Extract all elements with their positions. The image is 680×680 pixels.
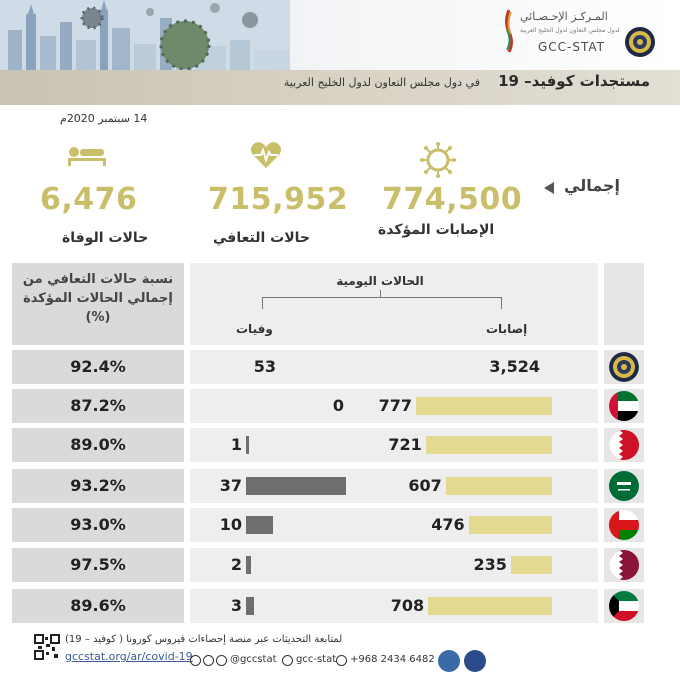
whatsapp-icon[interactable] [336, 655, 347, 666]
org-sub-ar: لدول مجلس التعاون لدول الخليج العربية [520, 27, 620, 34]
page-title: مستجدات كوفيد– 19 [498, 72, 650, 90]
instagram-handle[interactable]: @gccstat [230, 654, 277, 665]
total-deaths-value: 6,476 [40, 182, 138, 217]
flag-uae-icon [609, 391, 639, 421]
facebook-icon[interactable] [190, 655, 201, 666]
daily-cases-value: 3,524 [489, 357, 540, 376]
daily-cases-value: 235 [473, 555, 507, 574]
flag-header-panel [604, 263, 644, 345]
flag-bahrain-icon [609, 430, 639, 460]
footer-note: لمتابعة التحديثات عبر منصة إحصاءات فيروس كورونا ( كوفيد – 19) [65, 634, 343, 645]
certification-badge-icon [464, 650, 486, 672]
daily-deaths-value: 10 [219, 515, 242, 534]
daily-cases-bar [416, 397, 552, 415]
daily-deaths-value: 37 [219, 476, 242, 495]
daily-cases-bar [469, 516, 552, 534]
daily-deaths-bar [246, 597, 254, 615]
org-name-ar: المـركـز الإحـصـائي [520, 10, 608, 23]
recovery-rate-value: 89.6% [70, 596, 126, 615]
recovery-rate-value: 93.0% [70, 515, 126, 534]
qr-code-icon [34, 634, 60, 660]
recovery-rate-value: 89.0% [70, 435, 126, 454]
total-recovered-label: حالات التعافي [213, 230, 310, 246]
recovery-rate-value: 92.4% [70, 357, 126, 376]
twitter-handle[interactable]: gcc-stat [296, 654, 337, 665]
recovery-rate-header: نسبة حالات التعافي من إجمالي الحالات المؤكدة (%) [22, 272, 174, 325]
virus-icon [418, 140, 458, 180]
daily-cases-bar [428, 597, 552, 615]
flag-qatar-icon [609, 550, 639, 580]
total-recovered-value: 715,952 [208, 182, 349, 217]
instagram-icon[interactable] [216, 655, 227, 666]
total-deaths-label: حالات الوفاة [62, 230, 149, 246]
covid-dashboard-link[interactable]: gccstat.org/ar/covid-19 [65, 650, 193, 663]
daily-deaths-value: 3 [230, 596, 242, 615]
daily-cases-value: 607 [408, 476, 442, 495]
org-name-en: GCC-STAT [538, 40, 606, 54]
skyline-illustration [0, 0, 290, 78]
daily-deaths-value: 1 [230, 435, 242, 454]
daily-cases-value: 721 [388, 435, 422, 454]
daily-deaths-value: 2 [230, 555, 242, 574]
daily-deaths-bar [246, 436, 249, 454]
deaths-column-header: وفيات [236, 322, 273, 336]
header-bracket [262, 297, 502, 309]
daily-cases-bar [426, 436, 552, 454]
twitter-handle-icon[interactable] [282, 655, 293, 666]
daily-cases-value: 708 [390, 596, 425, 615]
flag-kuwait-icon [609, 591, 639, 621]
recovery-rate-value: 97.5% [70, 555, 126, 574]
total-confirmed-label: الإصابات المؤكدة [378, 222, 495, 238]
triangle-left-icon [544, 182, 554, 194]
daily-deaths-bar [246, 477, 346, 495]
daily-deaths-value: 0 [332, 396, 344, 415]
cases-column-header: إصابات [486, 322, 528, 336]
daily-cases-bar [511, 556, 552, 574]
flag-saudi-icon [609, 471, 639, 501]
recovery-rate-value: 93.2% [70, 476, 126, 495]
daily-cases-value: 777 [378, 396, 413, 415]
flag-gcc-icon [609, 352, 639, 382]
flag-oman-icon [609, 510, 639, 540]
total-confirmed-value: 774,500 [382, 182, 523, 217]
daily-cases-value: 476 [431, 515, 465, 534]
twitter-icon[interactable] [203, 655, 214, 666]
report-date: 14 سبتمبر 2020م [60, 112, 148, 125]
daily-deaths-bar [246, 516, 273, 534]
hospital-bed-icon [66, 144, 108, 166]
page-subtitle: في دول مجلس التعاون لدول الخليج العربية [283, 76, 480, 89]
header-banner [0, 0, 680, 105]
recovery-rate-value: 87.2% [70, 396, 126, 415]
daily-deaths-value: 53 [253, 357, 276, 376]
partner-logo-icon [438, 650, 460, 672]
daily-cases-bar [446, 477, 552, 495]
gcc-emblem-icon [624, 26, 656, 58]
daily-deaths-bar [246, 556, 251, 574]
daily-cases-header: الحالات اليومية [336, 274, 424, 288]
totals-label: إجمالي [564, 176, 620, 195]
heart-pulse-icon [250, 140, 282, 170]
phone-number[interactable]: +968 2434 6482 [350, 654, 435, 665]
gcc-stat-logo-icon [502, 8, 516, 54]
